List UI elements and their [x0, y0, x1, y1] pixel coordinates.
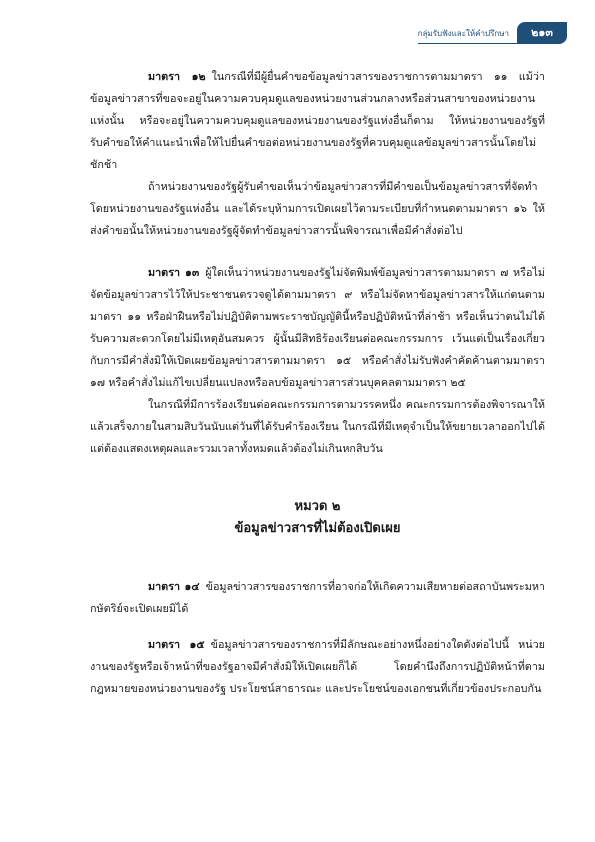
page-header [418, 22, 567, 44]
section-13-paragraph-2 [90, 394, 545, 460]
section-14-text: ข้อมูลข่าวสารของราชการที่อาจก่อให้เกิดความเสียหายต่อสถาบันพระมหากษัตริย์จะเปิดเผยมิได้ [90, 580, 545, 615]
section-12-text: ในกรณีที่มีผู้ยื่นคำขอข้อมูลข่าวสารของราชการตามมาตรา ๑๑ แม้ว่าข้อมูลข่าวสารที่ขอจะอยู่ในความควบคุมดูแลของหน่วยงานส่วนกลางหรือส่วนสาขาของหน่วยงานแห่งนั้น หรือจะอยู่ในความควบคุมดูแลของหน่วยงานของรัฐแห่งอื่นก็ตาม ให้หน่วยงานของรัฐที่รับคำขอให้คำแนะนำเพื่อให้ไปยื่นคำขอต่อหน่วยงานของรัฐที่ควบคุมดูแลข้อมูลข่าวสารนั้นโดยไม่ชักช้า [90, 70, 545, 171]
section-12-label: มาตรา ๑๒ [148, 70, 206, 83]
header-section-title: กลุ่มรับฟังและให้คำปรึกษา [418, 27, 517, 44]
section-15-label: มาตรา ๑๕ [148, 638, 205, 651]
section-12-paragraph-2 [90, 176, 545, 242]
chapter-title: ข้อมูลข่าวสารที่ไม่ต้องเปิดเผย [234, 521, 401, 536]
section-13-label: มาตรา ๑๓ [148, 266, 200, 279]
section-14-label: มาตรา ๑๔ [148, 580, 200, 593]
chapter-label: หมวด ๒ [294, 499, 341, 514]
document-body [90, 66, 545, 700]
page-number-badge: ๒๑๓ [517, 22, 567, 44]
section-12-text-2: ถ้าหน่วยงานของรัฐผู้รับคำขอเห็นว่าข้อมูลข่าวสารที่มีคำขอเป็นข้อมูลข่าวสารที่จัดทำโดยหน่วยงานของรัฐแห่งอื่น และได้ระบุห้ามการเปิดเผยไว้ตามระเบียบที่กำหนดตามมาตรา ๑๖ ให้ส่งคำขอนั้นให้หน่วยงานของรัฐผู้จัดทำข้อมูลข่าวสารนั้นพิจารณาเพื่อมีคำสั่งต่อไป [90, 180, 545, 237]
section-14-paragraph [90, 576, 545, 620]
section-13-paragraph [90, 262, 545, 394]
section-15-text: ข้อมูลข่าวสารของราชการที่มีลักษณะอย่างหนึ่งอย่างใดดังต่อไปนี้ หน่วยงานของรัฐหรือเจ้าหน้าที่ของรัฐอาจมีคำสั่งมิให้เปิดเผยก็ได้ โดยคำนึงถึงการปฏิบัติหน้าที่ตามกฎหมายของหน่วยงานของรัฐ ประโยชน์สาธารณะ และประโยชน์ของเอกชนที่เกี่ยวข้องประกอบกัน [90, 638, 545, 695]
section-13-text-2: ในกรณีที่มีการร้องเรียนต่อคณะกรรมการตามวรรคหนึ่ง คณะกรรมการต้องพิจารณาให้แล้วเสร็จภายในสามสิบวันนับแต่วันที่ได้รับคำร้องเรียน ในกรณีที่มีเหตุจำเป็นให้ขยายเวลาออกไปได้ แต่ต้องแสดงเหตุผลและรวมเวลาทั้งหมดแล้วต้องไม่เกินหกสิบวัน [90, 398, 545, 455]
section-13-text: ผู้ใดเห็นว่าหน่วยงานของรัฐไม่จัดพิมพ์ข้อมูลข่าวสารตามมาตรา ๗ หรือไม่จัดข้อมูลข่าวสารไว้ให้ประชาชนตรวจดูได้ตามมาตรา ๙ หรือไม่จัดหาข้อมูลข่าวสารให้แก่ตนตามมาตรา ๑๑ หรือฝ่าฝืนหรือไม่ปฏิบัติตามพระราชบัญญัตินี้หรือปฏิบัติหน้าที่ล่าช้า หรือเห็นว่าตนไม่ได้รับความสะดวกโดยไม่มีเหตุอันสมควร ผู้นั้นมีสิทธิร้องเรียนต่อคณะกรรมการ เว้นแต่เป็นเรื่องเกี่ยวกับการมีคำสั่งมิให้เปิดเผยข้อมูลข่าวสารตามมาตรา ๑๕ หรือคำสั่งไม่รับฟังคำคัดค้านตามมาตรา ๑๗ หรือคำสั่งไม่แก้ไขเปลี่ยนแปลงหรือลบข้อมูลข่าวสารส่วนบุคคลตามมาตรา ๒๕ [90, 266, 545, 389]
section-12-paragraph [90, 66, 545, 176]
section-15-paragraph [90, 634, 545, 700]
